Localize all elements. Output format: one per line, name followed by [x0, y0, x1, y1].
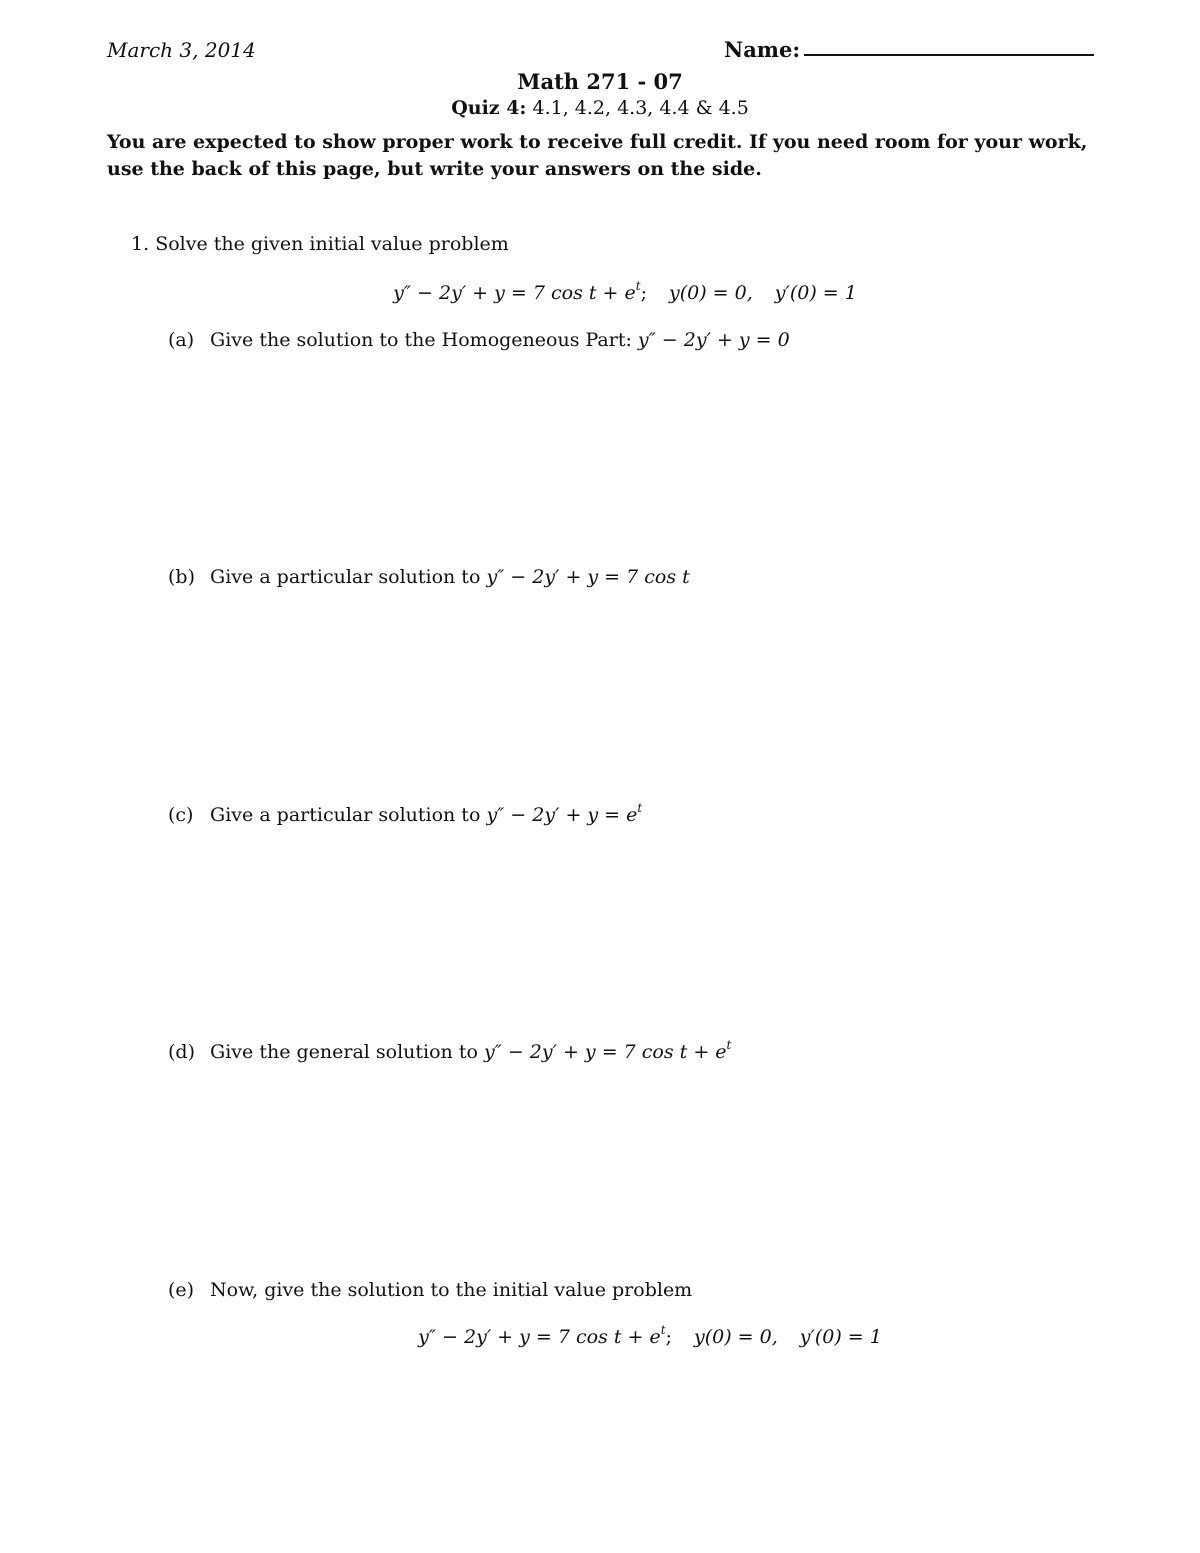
part-a-math: y″ − 2y′ + y = 0 — [637, 329, 790, 351]
problem-prompt: Solve the given initial value problem — [155, 233, 509, 255]
name-label: Name: — [724, 37, 801, 62]
quiz-number: Quiz 4: — [451, 97, 527, 119]
final-equation-semicolon: ; — [665, 1326, 672, 1348]
part-a-text: Give the solution to the Homogeneous Part: — [210, 329, 632, 351]
part-b — [168, 566, 690, 588]
part-d-exponent: t — [726, 1038, 732, 1052]
part-d-math: y″ − 2y′ + y = 7 cos t + e — [483, 1041, 727, 1063]
part-b-label: (b) — [168, 566, 195, 588]
final-ivp-equation — [0, 1323, 1200, 1348]
part-a — [168, 329, 790, 351]
part-c-label: (c) — [168, 804, 194, 826]
part-c-math: y″ − 2y′ + y = e — [486, 804, 638, 826]
part-e-text: Now, give the solution to the initial value problem — [210, 1279, 693, 1301]
ivp-condition-1: y(0) = 0, — [668, 282, 753, 304]
part-c-exponent: t — [637, 801, 643, 815]
course-title: Math 271 - 07 — [517, 69, 683, 94]
final-equation-lhs: y″ − 2y′ + y = 7 cos t + e — [418, 1326, 661, 1348]
part-e — [168, 1279, 692, 1301]
problem-1 — [131, 233, 509, 255]
name-blank-line[interactable] — [804, 54, 1094, 56]
part-a-label: (a) — [168, 329, 195, 351]
part-c — [168, 801, 643, 826]
quiz-title — [0, 97, 1200, 119]
part-b-text: Give a particular solution to — [210, 566, 481, 588]
ivp-condition-2: y′(0) = 1 — [774, 282, 857, 304]
part-d-text: Give the general solution to — [210, 1041, 478, 1063]
final-equation-exponent: t — [660, 1323, 666, 1337]
instructions: You are expected to show proper work to receive full credit. If you need room for your work, use the back of this page, but write your answers on the side. — [107, 131, 1088, 180]
part-e-label: (e) — [168, 1279, 195, 1301]
ivp-equation-semicolon: ; — [640, 282, 647, 304]
part-d — [168, 1038, 732, 1063]
part-c-text: Give a particular solution to — [210, 804, 481, 826]
final-condition-2: y′(0) = 1 — [799, 1326, 882, 1348]
part-d-label: (d) — [168, 1041, 195, 1063]
quiz-date: March 3, 2014 — [107, 38, 256, 62]
part-b-math: y″ − 2y′ + y = 7 cos t — [486, 566, 690, 588]
problem-number: 1. — [131, 233, 150, 255]
quiz-sections: 4.1, 4.2, 4.3, 4.4 & 4.5 — [532, 97, 749, 119]
ivp-equation-exponent: t — [635, 279, 641, 293]
ivp-equation — [0, 279, 1200, 304]
ivp-equation-lhs: y″ − 2y′ + y = 7 cos t + e — [393, 282, 636, 304]
final-condition-1: y(0) = 0, — [693, 1326, 778, 1348]
